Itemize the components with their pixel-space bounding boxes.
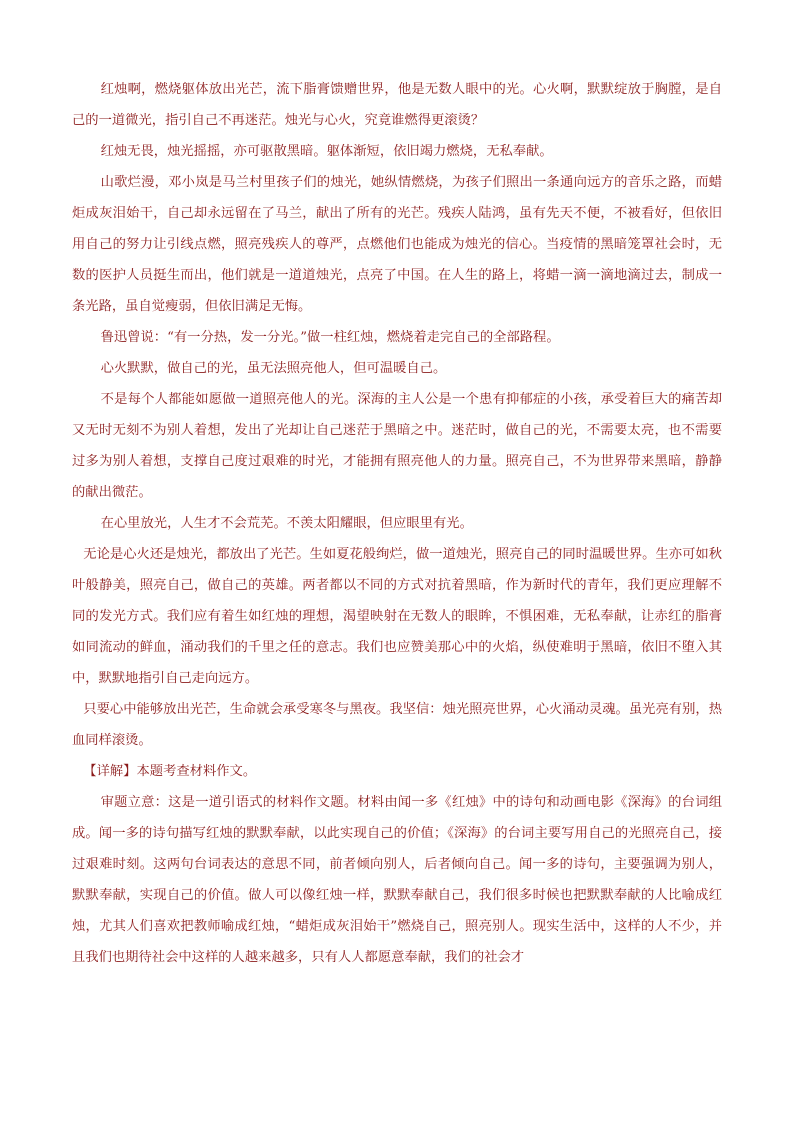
paragraph-6: 不是每个人都能如愿做一道照亮他人的光。深海的主人公是一个患有抑郁症的小孩，承受着巨大的痛苦却又无时无刻不为别人着想，发出了光却让自己迷茫于黑暗之中。迷茫时，做自己的光，不需要太亮，也不需要过多为别人着想，支撑自己度过艰难的时光，才能拥有照亮他人的力量。照亮自己，不为世界带来黑暗，静静的献出微茫。 bbox=[72, 392, 722, 500]
document-page bbox=[72, 74, 722, 973]
detail-heading: 【详解】本题考查材料作文。 bbox=[83, 764, 257, 779]
paragraph-9: 只要心中能够放出光芒，生命就会承受寒冬与黑夜。我坚信：烛光照亮世界，心火涌动灵魂。虽光亮有别，热血同样滚烫。 bbox=[72, 702, 722, 748]
paragraph-3: 山歌烂漫，邓小岚是马兰村里孩子们的烛光，她纵情燃烧，为孩子们照出一条通向远方的音乐之路，而蜡炬成灰泪始干，自己却永远留在了马兰，献出了所有的光芒。残疾人陆鸿，虽有先天不便，不被看好，但依旧用自己的努力让引线点燃，照亮残疾人的尊严，点燃他们也能成为烛光的信心。当疫情的黑暗笼罩社会时，无数的医护人员挺生而出，他们就是一道道烛光，点亮了中国。在人生的路上，将蜡一滴一滴地滴过去，制成一条光路，虽自觉瘦弱，但依旧满足无悔。 bbox=[72, 175, 722, 314]
paragraph-7: 在心里放光，人生才不会荒芜。不羡太阳耀眼，但应眼里有光。 bbox=[100, 516, 473, 531]
paragraph-2: 红烛无畏，烛光摇摇，亦可驱散黑暗。躯体渐短，依旧竭力燃烧，无私奉献。 bbox=[100, 144, 553, 159]
paragraph-1: 红烛啊，燃烧躯体放出光芒，流下脂膏馈赠世界，他是无数人眼中的光。心火啊，默默绽放于胸膛，是自己的一道微光，指引自己不再迷茫。烛光与心火，究竟谁燃得更滚烫？ bbox=[72, 82, 722, 128]
paragraph-analysis: 审题立意：这是一道引语式的材料作文题。材料由闻一多《红烛》中的诗句和动画电影《深海》的台词组成。闻一多的诗句描写红烛的默默奉献，以此实现自己的价值；《深海》的台词主要写用自己的光照亮自己，接过艰难时刻。这两句台词表达的意思不同，前者倾向别人，后者倾向自己。闻一多的诗句，主要强调为别人，默默奉献，实现自己的价值。做人可以像红烛一样，默默奉献自己，我们很多时候也把默默奉献的人比喻成红烛，尤其人们喜欢把教师喻成红烛，“蜡炬成灰泪始干”燃烧自己，照亮别人。现实生活中，这样的人不少，并且我们也期待社会中这样的人越来越多，只有人人都愿意奉献，我们的社会才 bbox=[72, 795, 722, 965]
paragraph-4: 鲁迅曾说：“有一分热，发一分光。”做一柱红烛，燃烧着走完自己的全部路程。 bbox=[100, 330, 560, 345]
paragraph-8: 无论是心火还是烛光，都放出了光芒。生如夏花般绚烂，做一道烛光，照亮自己的同时温暖世界。生亦可如秋叶般静美，照亮自己，做自己的英雄。两者都以不同的方式对抗着黑暗，作为新时代的青年，我们更应理解不同的发光方式。我们应有着生如红烛的理想，渴望映射在无数人的眼眸，不惧困难，无私奉献，让赤红的脂膏如同流动的鲜血，涌动我们的千里之任的意志。我们也应赞美那心中的火焰，纵使难明于黑暗，依旧不堕入其中，默默地指引自己走向远方。 bbox=[72, 547, 722, 686]
paragraph-5: 心火默默，做自己的光，虽无法照亮他人，但可温暖自己。 bbox=[100, 361, 447, 376]
